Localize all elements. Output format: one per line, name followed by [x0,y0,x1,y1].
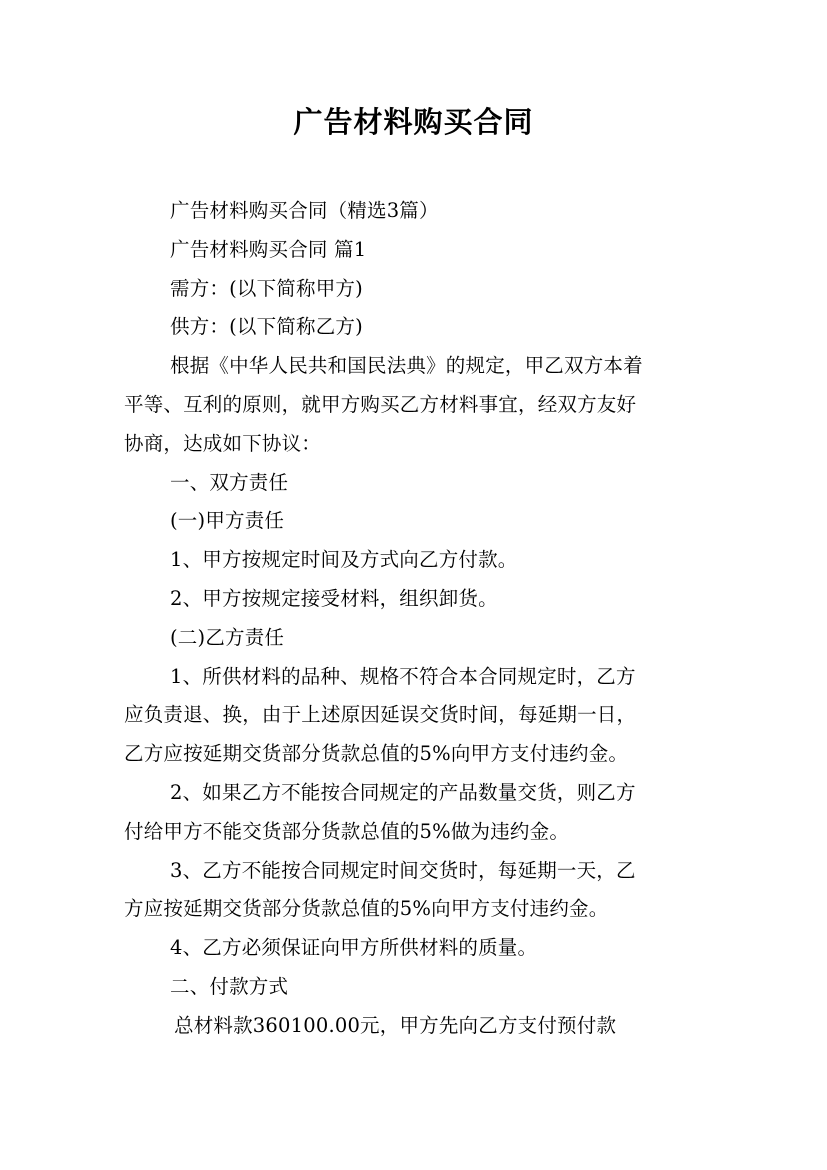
paragraph-line: 2、甲方按规定接受材料，组织卸货。 [170,586,498,610]
paragraph-line: 广告材料购买合同（精选3篇） [170,199,439,222]
paragraph-line: 平等、互利的原则，就甲方购买乙方材料事宜，经双方友好 [124,392,637,416]
paragraph-line: 2、如果乙方不能按合同规定的产品数量交货，则乙方 [170,780,636,804]
paragraph-line: 应负责退、换，由于上述原因延误交货时间，每延期一日， [124,703,637,727]
paragraph-line: (二)乙方责任 [170,625,285,649]
document-title: 广告材料购买合同 [293,105,534,139]
paragraph-line: 付给甲方不能交货部分货款总值的5%做为违约金。 [124,819,570,843]
paragraph-line: 协商，达成如下协议： [124,431,322,455]
paragraph-line: 方应按延期交货部分货款总值的5%向甲方支付违约金。 [124,897,609,921]
paragraph-line: 广告材料购买合同 篇1 [170,237,367,261]
paragraph-line: 1、所供材料的品种、规格不符合本合同规定时，乙方 [170,664,636,688]
document-body [124,192,708,1046]
paragraph-line: 1、甲方按规定时间及方式向乙方付款。 [170,548,518,572]
paragraph-line: 需方：(以下简称甲方) [170,276,363,300]
paragraph-line: 4、乙方必须保证向甲方所供材料的质量。 [170,936,538,960]
paragraph-line: 一、双方责任 [170,470,289,494]
paragraph-line: 3、乙方不能按合同规定时间交货时，每延期一天，乙 [170,858,636,882]
paragraph-line: 二、付款方式 [170,974,289,998]
paragraph-line: 供方：(以下简称乙方) [170,315,363,339]
paragraph-line: 总材料款360100.00元，甲方先向乙方支付预付款 [174,1013,617,1037]
paragraph-line: 乙方应按延期交货部分货款总值的5%向甲方支付违约金。 [124,742,629,766]
paragraph-line: 根据《中华人民共和国民法典》的规定，甲乙双方本着 [170,354,643,378]
paragraph-line: (一)甲方责任 [170,509,285,533]
